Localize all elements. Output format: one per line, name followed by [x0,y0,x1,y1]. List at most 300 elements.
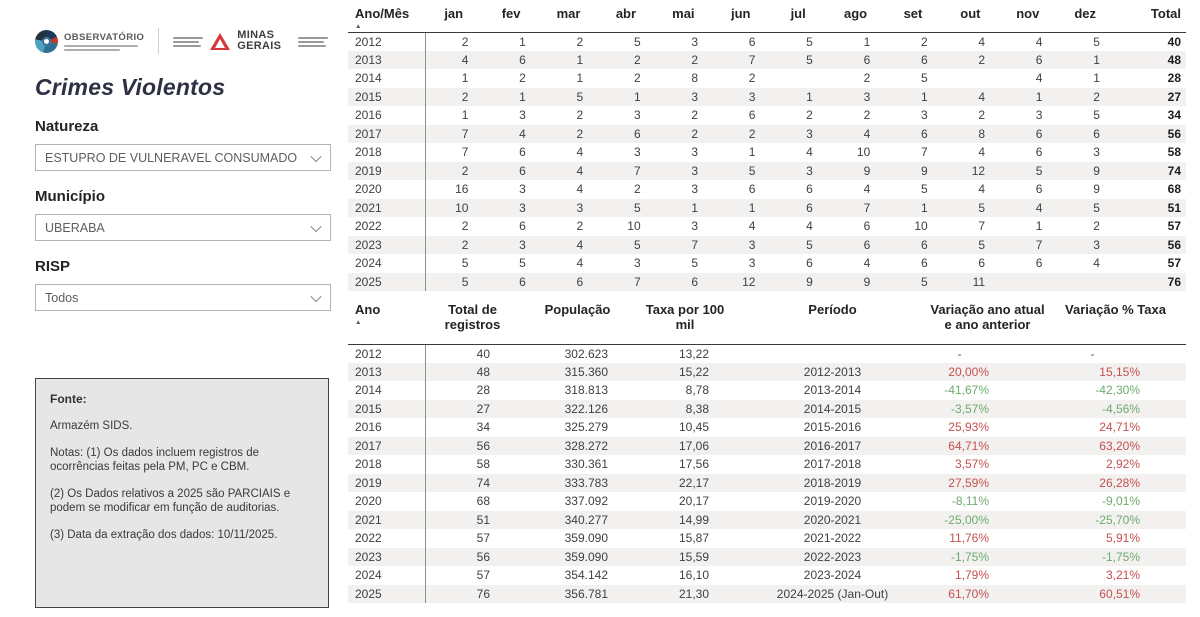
periodo-cell: 2021-2022 [803,531,862,546]
variacao-taxa-cell: -4,56% [1101,401,1140,416]
month-value-cell: 4 [1093,256,1100,271]
summary-table-row [348,455,1186,474]
total-value-cell: 40 [1167,34,1181,49]
populacao-cell: 333.783 [564,475,608,490]
summary-table-row [348,363,1186,382]
variacao-ano-cell: -3,57% [950,401,989,416]
summary-table-row [348,344,1186,363]
month-value-cell: 4 [1035,34,1043,49]
month-value-cell: 6 [633,126,641,141]
summary-column-header-6[interactable] [1045,297,1186,344]
summary-table-row [348,529,1186,548]
month-value-cell: 2 [633,71,641,86]
month-value-cell: 4 [576,163,584,178]
chevron-down-icon [312,154,321,163]
month-value-cell: 4 [576,237,584,252]
total-value-cell: 27 [1167,89,1181,104]
monthly-table-row [348,199,1186,218]
variacao-taxa-cell: -42,30% [1095,383,1140,398]
month-value-cell: 3 [691,89,699,104]
total-value-cell: 58 [1167,145,1181,160]
source-note-box [35,378,329,608]
month-value-cell: 2 [863,108,871,123]
periodo-cell: 2012-2013 [803,364,862,379]
populacao-cell: 318.813 [564,383,608,398]
month-value-cell: 6 [748,34,756,49]
month-value-cell: 2 [691,126,699,141]
month-value-cell: 5 [576,89,584,104]
natureza-dropdown-value: ESTUPRO DE VULNERAVEL CONSUMADO [45,150,298,165]
populacao-cell: 359.090 [564,549,608,564]
summary-column-header-5[interactable] [930,297,1045,344]
column-header-total[interactable]: Total [1114,2,1186,32]
summary-column-header-2[interactable] [520,297,635,344]
month-value-cell: 4 [978,182,986,197]
registros-cell: 58 [476,457,490,472]
year-cell: 2019 [348,162,425,181]
month-value-cell: 1 [1035,89,1043,104]
filter-risp [35,258,331,311]
month-value-cell: 3 [691,219,699,234]
month-value-cell: 5 [978,237,986,252]
month-value-cell: 5 [806,52,813,67]
month-value-cell: 6 [1035,126,1043,141]
summary-table-row [348,511,1186,530]
month-value-cell: 4 [576,256,584,271]
month-value-cell: 3 [863,89,871,104]
month-value-cell: 6 [806,182,813,197]
variacao-ano-cell: - [957,346,962,361]
registros-cell: 27 [476,401,490,416]
month-value-cell: 4 [863,256,871,271]
periodo-cell: 2014-2015 [803,401,862,416]
month-value-cell: 2 [748,126,756,141]
variacao-taxa-cell: 2,92% [1105,457,1140,472]
year-cell: 2015 [348,88,425,107]
summary-column-header-3[interactable] [635,297,735,344]
month-value-cell [942,69,999,88]
month-value-cell: 2 [576,219,584,234]
summary-table-row [348,585,1186,604]
column-header-fev[interactable]: fev [482,2,539,32]
month-value-cell [769,69,826,88]
month-value-cell: 7 [633,163,641,178]
total-value-cell: 56 [1167,237,1181,252]
variacao-ano-cell: 61,70% [948,586,989,601]
populacao-cell: 328.272 [564,438,608,453]
populacao-cell: 337.092 [564,494,608,509]
registros-cell: 34 [476,420,490,435]
month-value-cell: 9 [863,163,871,178]
ano-cell: 2013 [348,363,425,382]
month-value-cell: 4 [576,182,584,197]
column-header-jan[interactable]: jan [425,2,482,32]
month-value-cell: 3 [519,237,526,252]
column-header-jun[interactable]: jun [712,2,769,32]
filter-municipio-label: Município [35,188,105,205]
summary-column-header-0[interactable] [348,297,425,344]
column-header-label: Ano [355,302,381,317]
populacao-cell: 340.277 [564,512,608,527]
taxa-cell: 8,78 [685,383,709,398]
source-note-line: (3) Data da extração dos dados: 10/11/2025. [50,529,278,541]
column-header-label: Variação % Taxa [1065,302,1166,317]
variacao-taxa-cell: -25,70% [1095,512,1140,527]
variacao-ano-cell: 25,93% [948,420,989,435]
year-cell: 2024 [348,254,425,273]
month-value-cell: 2 [920,34,928,49]
month-value-cell: 3 [806,163,813,178]
month-value-cell: 3 [519,108,526,123]
month-value-cell: 4 [748,219,756,234]
total-value-cell: 68 [1167,182,1181,197]
month-value-cell: 2 [691,52,699,67]
month-value-cell: 6 [863,237,871,252]
monthly-table-row [348,217,1186,236]
variacao-ano-cell: 1,79% [954,568,989,583]
variacao-taxa-cell: 15,15% [1099,364,1140,379]
month-value-cell: 6 [519,52,526,67]
summary-table-row [348,492,1186,511]
observatorio-logo [35,30,144,53]
periodo-cell: 2015-2016 [803,420,862,435]
minas-gerais-logo-label: MINAS GERAIS [237,29,282,52]
month-value-cell: 2 [691,108,699,123]
month-value-cell: 4 [806,145,813,160]
variacao-ano-cell: -8,11% [951,494,989,509]
taxa-cell: 14,99 [678,512,709,527]
populacao-cell: 330.361 [564,457,608,472]
monthly-table-row [348,88,1186,107]
ano-cell: 2017 [348,437,425,456]
year-cell: 2016 [348,106,425,125]
month-value-cell: 3 [691,34,699,49]
month-value-cell: 2 [633,182,641,197]
registros-cell: 56 [476,438,490,453]
month-value-cell: 2 [633,52,641,67]
month-value-cell: 4 [978,34,986,49]
month-value-cell: 2 [461,163,469,178]
monthly-table-row [348,236,1186,255]
month-value-cell: 3 [519,200,526,215]
total-value-cell: 57 [1167,219,1181,234]
filter-natureza [35,118,331,171]
ano-cell: 2020 [348,492,425,511]
populacao-cell: 354.142 [564,568,608,583]
month-value-cell: 6 [691,274,699,289]
minas-gerais-triangle-icon [210,33,230,50]
month-value-cell: 4 [863,126,871,141]
column-header-ano-mes[interactable] [348,2,425,32]
sort-ascending-icon: ▲ [355,319,362,326]
year-cell: 2021 [348,199,425,218]
taxa-cell: 15,22 [678,364,709,379]
summary-column-header-4[interactable] [735,297,930,344]
column-header-ago[interactable]: ago [827,2,884,32]
month-value-cell: 3 [1093,145,1100,160]
month-value-cell [999,273,1056,292]
month-value-cell: 6 [1035,256,1043,271]
month-value-cell: 2 [519,71,526,86]
periodo-cell: 2022-2023 [803,549,862,564]
month-value-cell: 3 [519,182,526,197]
summary-table-row [348,474,1186,493]
month-value-cell: 2 [1093,89,1100,104]
month-value-cell: 6 [920,256,928,271]
month-value-cell: 9 [806,274,813,289]
year-cell: 2017 [348,125,425,144]
taxa-cell: 15,59 [678,549,709,564]
year-cell: 2013 [348,51,425,70]
year-cell: 2023 [348,236,425,255]
month-value-cell: 1 [576,52,584,67]
column-header-label: Taxa por 100 mil [645,302,725,332]
total-value-cell: 57 [1167,256,1181,271]
periodo-cell: 2013-2014 [803,383,862,398]
month-value-cell: 5 [1093,108,1100,123]
ano-cell: 2012 [348,344,425,363]
risp-dropdown-value: Todos [45,290,79,305]
month-value-cell: 4 [863,182,871,197]
natureza-dropdown[interactable] [35,144,331,171]
registros-cell: 68 [476,494,490,509]
variacao-ano-cell: 64,71% [948,438,989,453]
month-value-cell: 2 [1093,219,1100,234]
left-panel [35,18,331,541]
periodo-cell: 2020-2021 [803,512,862,527]
column-header-set[interactable]: set [884,2,941,32]
month-value-cell: 8 [978,126,986,141]
month-value-cell: 1 [1093,52,1100,67]
month-value-cell: 10 [914,219,928,234]
monthly-table-row [348,69,1186,88]
column-header-abr[interactable]: abr [597,2,654,32]
variacao-ano-cell: -41,67% [944,383,989,398]
column-header-out[interactable]: out [942,2,999,32]
month-value-cell: 3 [1035,108,1043,123]
month-value-cell: 2 [806,108,813,123]
monthly-table-row [348,254,1186,273]
year-cell: 2022 [348,217,425,236]
month-value-cell: 1 [748,200,756,215]
month-value-cell: 1 [1093,71,1100,86]
logo-divider [158,28,159,54]
month-value-cell: 10 [455,200,469,215]
month-value-cell: 1 [806,89,813,104]
page-title: Crimes Violentos [35,74,226,100]
taxa-cell: 21,30 [678,586,709,601]
month-value-cell: 4 [1035,71,1043,86]
column-header-mai[interactable]: mai [655,2,712,32]
month-value-cell: 4 [978,145,986,160]
month-value-cell: 3 [633,145,641,160]
month-value-cell: 2 [576,126,584,141]
municipio-dropdown[interactable] [35,214,331,241]
month-value-cell: 5 [920,71,928,86]
month-value-cell: 9 [1093,182,1100,197]
month-value-cell: 10 [856,145,871,160]
registros-cell: 57 [476,568,490,583]
variacao-ano-cell: 11,76% [949,531,989,546]
registros-cell: 74 [476,475,490,490]
variacao-taxa-cell: 3,21% [1105,568,1140,583]
source-note-line: Notas: (1) Os dados incluem registros de ocorrências feitas pela PM, PC e CBM. [50,447,260,473]
periodo-cell: 2023-2024 [803,568,862,583]
month-value-cell: 7 [1035,237,1043,252]
filter-municipio [35,188,331,241]
filter-natureza-label: Natureza [35,118,99,135]
populacao-cell: 302.623 [564,346,608,361]
populacao-cell: 356.781 [564,586,608,601]
month-value-cell: 3 [748,89,756,104]
column-header-label: Período [808,302,857,317]
month-value-cell: 1 [920,89,928,104]
month-value-cell: 10 [627,219,641,234]
month-value-cell: 4 [1035,200,1043,215]
monthly-table-row [348,125,1186,144]
month-value-cell: 1 [461,71,469,86]
total-value-cell: 74 [1167,163,1181,178]
month-value-cell: 4 [806,219,813,234]
taxa-cell: 20,17 [678,494,709,509]
month-value-cell: 6 [1035,52,1043,67]
summary-table-row [348,566,1186,585]
month-value-cell: 1 [633,89,641,104]
month-value-cell: 6 [576,274,584,289]
year-cell: 2014 [348,69,425,88]
monthly-table-row [348,273,1186,292]
month-value-cell: 5 [633,34,641,49]
municipio-dropdown-value: UBERABA [45,220,105,235]
monthly-table-header-row [348,2,1186,32]
month-value-cell: 5 [1093,34,1100,49]
month-value-cell: 6 [920,126,928,141]
variacao-taxa-cell: 5,91% [1105,531,1140,546]
month-value-cell: 12 [971,163,986,178]
month-value-cell: 3 [920,108,928,123]
variacao-ano-cell: -1,75% [950,549,989,564]
minas-gerais-logo-lefttext [173,35,203,47]
month-value-cell: 1 [576,71,584,86]
ano-cell: 2022 [348,529,425,548]
month-value-cell: 2 [461,219,469,234]
ano-cell: 2016 [348,418,425,437]
observatorio-logo-label: OBSERVATÓRIO [64,31,145,43]
month-value-cell: 2 [978,108,986,123]
month-value-cell: 5 [806,34,813,49]
variacao-taxa-cell: - [1090,346,1095,361]
year-cell: 2025 [348,273,425,292]
month-value-cell: 6 [519,145,526,160]
filter-risp-label: RISP [35,258,71,275]
total-value-cell: 51 [1167,200,1181,215]
risp-dropdown[interactable] [35,284,331,311]
observatorio-logo-subtext [64,45,144,51]
total-value-cell: 48 [1167,52,1181,67]
month-value-cell: 3 [748,237,756,252]
ano-cell: 2018 [348,455,425,474]
variacao-ano-cell: 27,59% [948,475,989,490]
monthly-table-row [348,162,1186,181]
month-value-cell: 7 [633,274,641,289]
monthly-table [348,2,1186,291]
month-value-cell: 5 [461,256,469,271]
month-value-cell: 12 [742,274,756,289]
summary-column-header-1[interactable] [425,297,520,344]
monthly-table-row [348,32,1186,51]
month-value-cell: 3 [691,182,699,197]
month-value-cell: 9 [863,274,871,289]
taxa-cell: 15,87 [678,531,709,546]
registros-cell: 76 [476,586,490,601]
month-value-cell: 5 [633,200,641,215]
total-value-cell: 34 [1167,108,1181,123]
source-note-title: Fonte: [50,392,87,406]
periodo-cell [735,344,930,363]
taxa-cell: 13,22 [678,346,709,361]
month-value-cell: 3 [633,108,641,123]
month-value-cell: 6 [748,182,756,197]
column-header-jul[interactable]: jul [769,2,826,32]
total-value-cell: 76 [1167,274,1181,289]
variacao-taxa-cell: 24,71% [1099,420,1140,435]
month-value-cell: 1 [748,145,756,160]
minas-gerais-logo-righttext [298,35,328,47]
month-value-cell: 1 [1035,219,1043,234]
total-value-cell: 28 [1167,71,1181,86]
month-value-cell: 11 [972,274,986,289]
periodo-cell: 2024-2025 (Jan-Out) [776,586,889,601]
month-value-cell: 9 [1093,163,1100,178]
month-value-cell: 6 [920,52,928,67]
periodo-cell: 2017-2018 [803,457,862,472]
month-value-cell: 5 [461,274,469,289]
taxa-cell: 8,38 [685,401,709,416]
variacao-taxa-cell: 60,51% [1099,586,1140,601]
month-value-cell: 6 [863,219,871,234]
column-header-nov[interactable]: nov [999,2,1056,32]
column-header-dez[interactable]: dez [1056,2,1113,32]
tables-area [348,0,1188,603]
periodo-cell: 2019-2020 [803,494,862,509]
taxa-cell: 16,10 [678,568,709,583]
month-value-cell: 7 [978,219,986,234]
month-value-cell: 2 [576,34,584,49]
month-value-cell: 6 [1035,145,1043,160]
month-value-cell: 4 [519,126,526,141]
registros-cell: 57 [476,531,490,546]
registros-cell: 28 [476,383,490,398]
month-value-cell: 5 [691,256,699,271]
month-value-cell: 6 [806,256,813,271]
column-header-mar[interactable]: mar [540,2,597,32]
month-value-cell: 4 [461,52,469,67]
month-value-cell: 2 [461,89,469,104]
month-value-cell: 4 [576,145,584,160]
month-value-cell [1056,273,1113,292]
month-value-cell: 9 [920,163,928,178]
populacao-cell: 359.090 [564,531,608,546]
month-value-cell: 5 [1093,200,1100,215]
monthly-table-row [348,51,1186,70]
month-value-cell: 7 [748,52,756,67]
summary-table [348,297,1186,603]
month-value-cell: 6 [519,274,526,289]
summary-table-row [348,418,1186,437]
registros-cell: 48 [476,364,490,379]
populacao-cell: 325.279 [564,420,608,435]
month-value-cell: 3 [691,145,699,160]
